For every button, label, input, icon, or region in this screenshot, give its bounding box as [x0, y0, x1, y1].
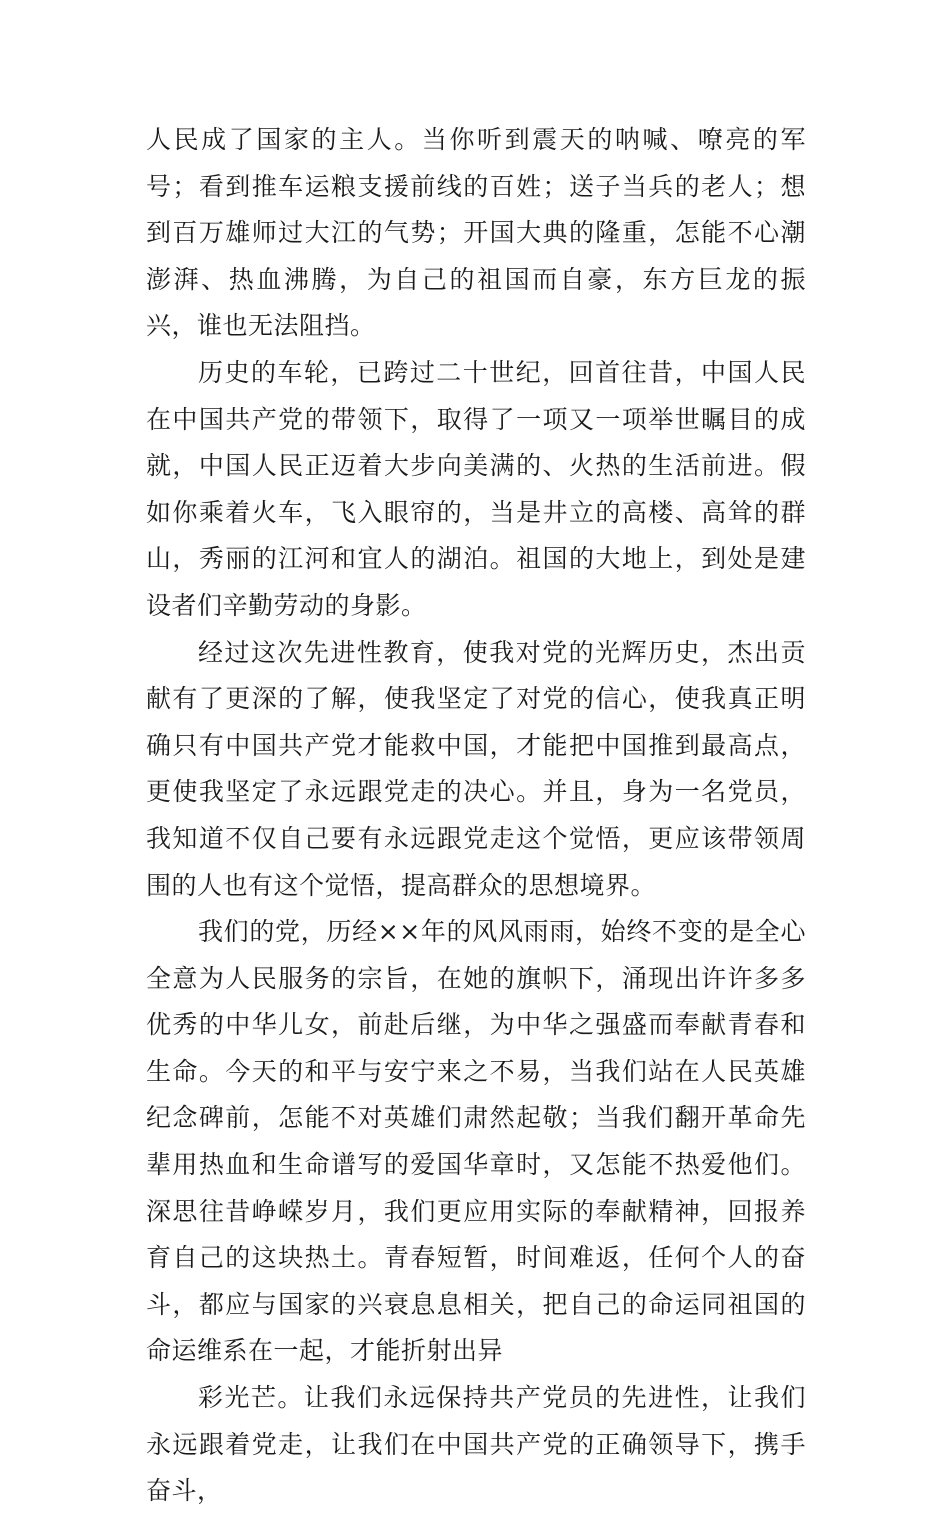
paragraph-2: 历史的车轮，已跨过二十世纪，回首往昔，中国人民在中国共产党的带领下，取得了一项又一项举世瞩目的成就，中国人民正迈着大步向美满的、火热的生活前进。假如你乘着火车，飞入眼帘的，当是井立的高楼、高耸的群山，秀丽的江河和宜人的湖泊。祖国的大地上，到处是建设者们辛勤劳动的身影。	[146, 357, 806, 620]
paragraph-1: 人民成了国家的主人。当你听到震天的呐喊、嘹亮的军号；看到推车运粮支援前线的百姓；送子当兵的老人；想到百万雄师过大江的气势；开国大典的隆重，怎能不心潮澎湃、热血沸腾，为自己的祖国而自豪，东方巨龙的振兴，谁也无法阻挡。	[146, 125, 806, 341]
paragraph-4: 我们的党，历经××年的风风雨雨，始终不变的是全心全意为人民服务的宗旨，在她的旗帜下，涌现出许许多多优秀的中华儿女，前赴后继，为中华之强盛而奉献青春和生命。今天的和平与安宁来之不易，当我们站在人民英雄纪念碑前，怎能不对英雄们肃然起敬；当我们翻开革命先辈用热血和生命谱写的爱国华章时，又怎能不热爱他们。深思往昔峥嵘岁月，我们更应用实际的奉献精神，回报养育自己的这块热土。青春短暂，时间难返，任何个人的奋斗，都应与国家的兴衰息息相关，把自己的命运同祖国的命运维系在一起，才能折射出异	[146, 917, 806, 1366]
paragraph-3: 经过这次先进性教育，使我对党的光辉历史，杰出贡献有了更深的了解，使我坚定了对党的信心，使我真正明确只有中国共产党才能救中国，才能把中国推到最高点，更使我坚定了永远跟党走的决心。并且，身为一名党员，我知道不仅自己要有永远跟党走这个觉悟，更应该带领周围的人也有这个觉悟，提高群众的思想境界。	[146, 637, 806, 900]
paragraph-5: 彩光芒。让我们永远保持共产党员的先进性，让我们永远跟着党走，让我们在中国共产党的正确领导下，携手奋斗，	[146, 1383, 806, 1506]
document-body	[146, 117, 806, 1515]
